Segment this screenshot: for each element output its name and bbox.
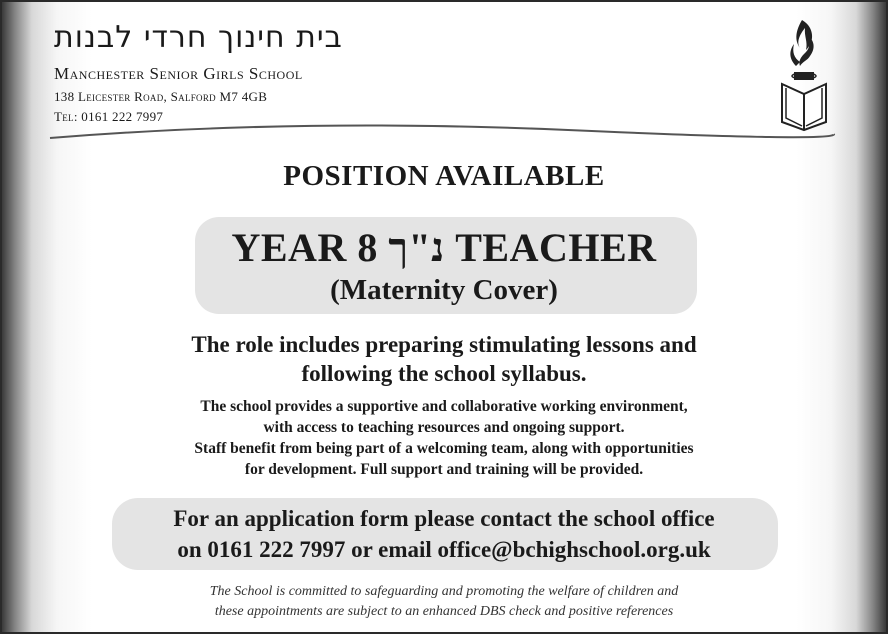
contact-info: [2, 503, 886, 565]
position-heading: POSITION AVAILABLE: [283, 160, 605, 192]
contact-line: on 0161 222 7997 or email office@bchighschool.org.uk: [177, 537, 711, 562]
job-subtitle: (Maternity Cover): [330, 274, 558, 306]
benefit-line: for development. Full support and training will be provided.: [244, 461, 644, 478]
open-book-candle-flame-icon: [772, 14, 838, 132]
role-line: The role includes preparing stimulating lessons and: [191, 332, 697, 357]
footer-line: The School is committed to safeguarding and promoting the welfare of children and: [209, 584, 679, 599]
header-divider: [48, 122, 838, 142]
contact-line: For an application form please contact the school office: [173, 506, 715, 531]
hebrew-school-name: בית חינוך חרדי לבנות: [54, 20, 343, 55]
benefit-line: The school provides a supportive and collaborative working environment,: [200, 398, 688, 415]
safeguarding-notice: [2, 582, 886, 622]
benefit-line: Staff benefit from being part of a welcoming team, along with opportunities: [194, 440, 694, 457]
role-line: following the school syllabus.: [301, 361, 587, 386]
benefit-line: with access to teaching resources and ongoing support.: [263, 419, 625, 436]
footer-line: these appointments are subject to an enhanced DBS check and positive references: [214, 604, 674, 619]
job-title: YEAR 8 נ"ך TEACHER: [231, 225, 657, 270]
benefits-description: [2, 396, 886, 480]
school-name: Manchester Senior Girls School: [54, 64, 303, 83]
role-description: [2, 330, 886, 388]
school-phone: Tel: 0161 222 7997: [54, 109, 164, 124]
school-address: 138 Leicester Road, Salford M7 4GB: [54, 89, 268, 104]
